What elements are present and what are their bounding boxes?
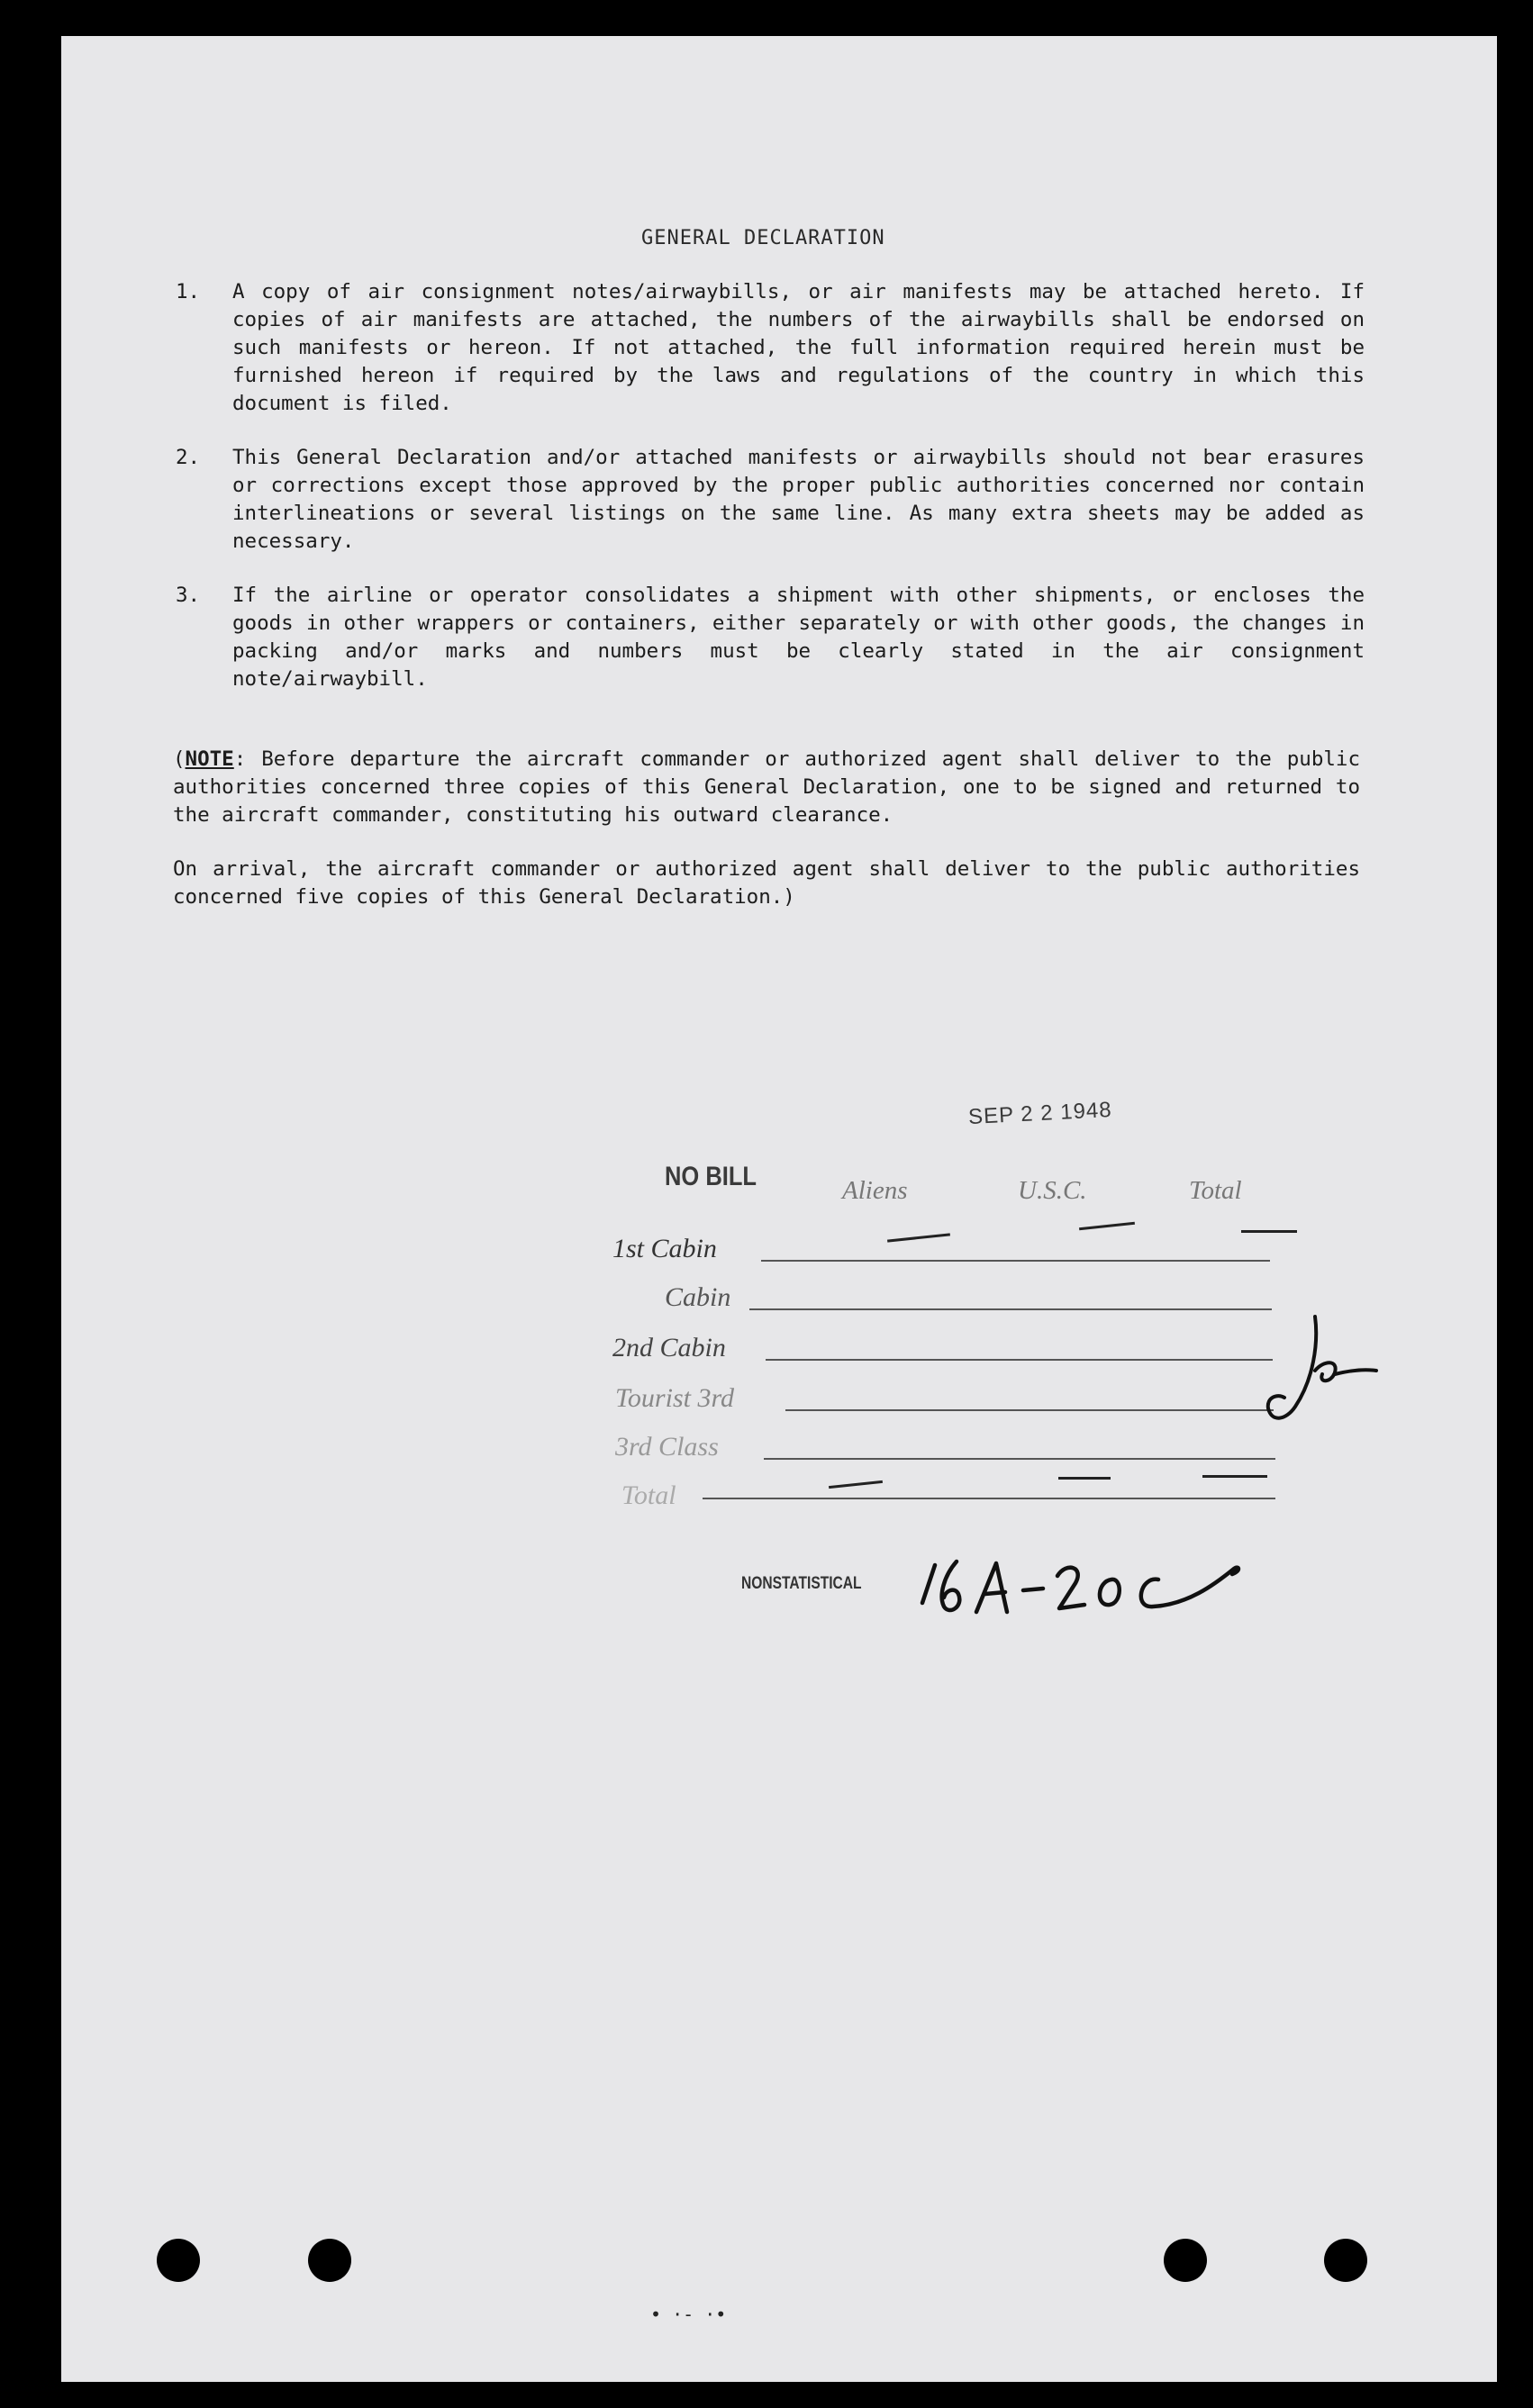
row-second-cabin: 2nd Cabin bbox=[612, 1333, 726, 1362]
declaration-item-2 bbox=[176, 444, 1365, 556]
row-line bbox=[764, 1458, 1275, 1460]
nonstatistical-stamp: NONSTATISTICAL bbox=[741, 1574, 862, 1593]
tally-dash bbox=[1058, 1477, 1111, 1480]
date-stamp: SEP 2 2 1948 bbox=[967, 1097, 1113, 1130]
note-label: NOTE bbox=[185, 747, 234, 771]
punch-hole bbox=[157, 2239, 200, 2282]
note-text: : Before departure the aircraft commander or authorized agent shall deliver to the public authorities concerned three copies of this General Declaration, one to be signed and returned to the aircraft commander, constituting his outward clearance. bbox=[173, 747, 1360, 827]
declaration-item-1 bbox=[176, 278, 1365, 418]
row-line bbox=[703, 1498, 1275, 1499]
document-title: GENERAL DECLARATION bbox=[641, 227, 885, 249]
row-line bbox=[766, 1359, 1273, 1361]
declaration-item-3 bbox=[176, 582, 1365, 693]
punch-hole bbox=[1324, 2239, 1367, 2282]
ink-specks: • ·- ·• bbox=[650, 2304, 727, 2325]
column-total: Total bbox=[1189, 1176, 1242, 1205]
item-number: 2. bbox=[176, 446, 201, 469]
note-open-paren: ( bbox=[173, 747, 186, 771]
item-number: 1. bbox=[176, 280, 201, 303]
row-line bbox=[761, 1260, 1270, 1262]
note-paragraph bbox=[173, 746, 1360, 829]
handwritten-initials bbox=[1259, 1308, 1385, 1434]
punch-hole bbox=[308, 2239, 351, 2282]
handwritten-code bbox=[917, 1549, 1250, 1630]
item-number: 3. bbox=[176, 584, 201, 607]
arrival-paragraph: On arrival, the aircraft commander or authorized agent shall deliver to the public authorities concerned five copies of this General Declaration.) bbox=[173, 857, 1360, 909]
punch-hole bbox=[1164, 2239, 1207, 2282]
item-text: This General Declaration and/or attached manifests or airwaybills should not bear erasures or corrections except those approved by the proper public authorities concerned nor contain interlineations or several listings on the same line. As many extra sheets may be added as necessary. bbox=[232, 446, 1365, 553]
row-first-cabin: 1st Cabin bbox=[612, 1234, 717, 1263]
no-bill-stamp: NO BILL bbox=[665, 1162, 757, 1191]
row-line bbox=[785, 1409, 1274, 1411]
item-text: If the airline or operator consolidates a shipment with other shipments, or encloses the goods in other wrappers or containers, either separately or with other goods, the changes in packing and/or marks and numbers must be clearly stated in the air consignment note/airwaybill. bbox=[232, 584, 1365, 691]
tally-dash bbox=[1202, 1475, 1267, 1478]
row-cabin: Cabin bbox=[665, 1282, 731, 1312]
row-third-class: 3rd Class bbox=[615, 1432, 719, 1462]
tally-dash bbox=[1241, 1230, 1297, 1233]
row-total: Total bbox=[621, 1480, 676, 1510]
item-text: A copy of air consignment notes/airwaybills, or air manifests may be attached hereto. If copies of air manifests are attached, the numbers of the airwaybills shall be endorsed on such manifests or hereon. If not attached, the full information required herein must be furnished hereon if required by the laws and regulations of the country in which this document is filed. bbox=[232, 280, 1365, 415]
column-aliens: Aliens bbox=[842, 1176, 908, 1205]
row-line bbox=[749, 1308, 1272, 1310]
row-tourist-third: Tourist 3rd bbox=[615, 1383, 735, 1413]
column-usc: U.S.C. bbox=[1018, 1176, 1087, 1205]
